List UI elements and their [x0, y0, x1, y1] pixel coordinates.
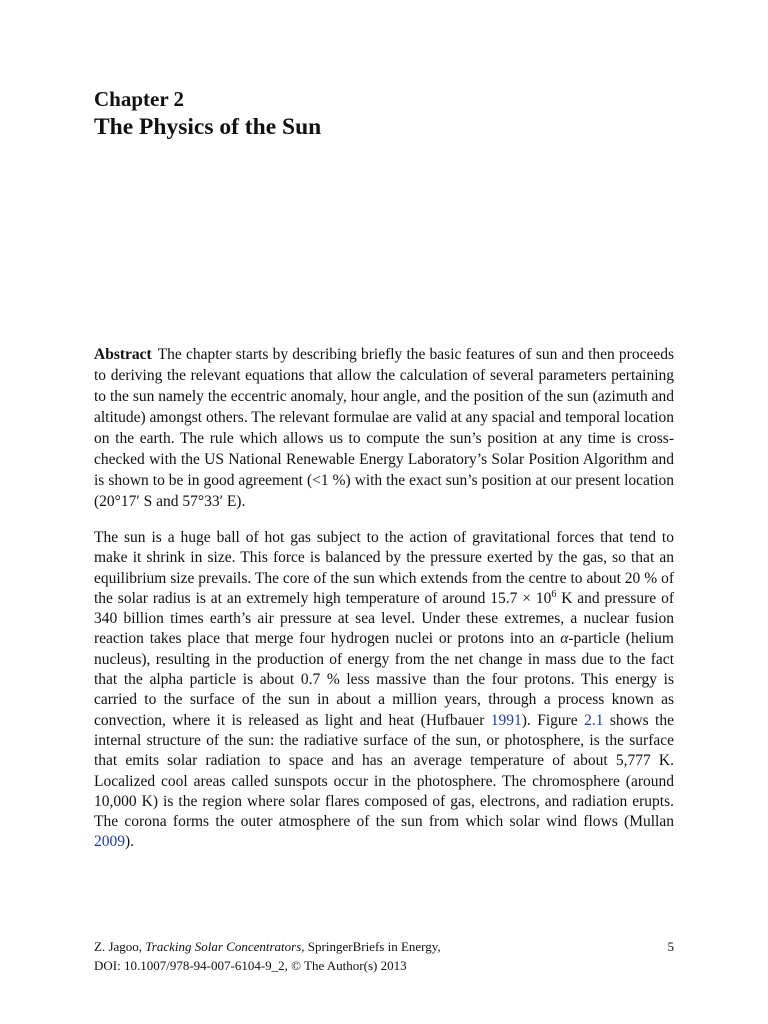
- body-text-4: ). Figure: [521, 711, 585, 729]
- citation-link-hufbauer[interactable]: 1991: [490, 711, 522, 729]
- exponent: 6: [551, 588, 557, 600]
- alpha-symbol: α: [560, 630, 569, 648]
- chapter-header: [94, 86, 674, 142]
- body-text-1: The sun is a huge ball of hot gas subject to the action of gravitational forces that tend to make it shrink in size. This force is balanced by the pressure exerted by the gas, so that an equilibrium size prevails. The core of the sun which extends from the centre to about 20 % of the solar radius is at an extremely high temperature of around 15.7 × 10: [94, 529, 674, 607]
- chapter-title: The Physics of the Sun: [94, 114, 322, 140]
- chapter-label: Chapter 2: [94, 87, 185, 111]
- footer-author: Z. Jagoo,: [94, 939, 146, 954]
- body-text-5: shows the internal structure of the sun: the radiative surface of the sun, or photosphere, is the surface that emits solar radiation to space and has an average temperature of about 5,777 K. Localized cool areas called sunspots occur in the photosphere. The chromosphere (around 10,000 K) is the region where solar flares composed of gas, electrons, and radiation erupts. The corona forms the outer atmosphere of the sun from which solar wind flows (Mullan: [94, 711, 674, 831]
- body-text-6: ).: [125, 833, 135, 851]
- abstract-text: The chapter starts by describing briefly the basic features of sun and then proceeds to deriving the relevant equations that allow the calculation of several parameters pertaining to the sun namely the eccentric anomaly, hour angle, and the position of the sun (azimuth and altitude) amongst others. The relevant formulae are valid at any spacial and temporal location on the earth. The rule which allows us to compute the sun’s position at any time is cross-checked with the US National Renewable Energy Laboratory’s Solar Position Algorithm and is shown to be in good agreement (<1 %) with the exact sun’s position at our present location (20°17′ S and 57°33′ E).: [94, 346, 674, 510]
- body-text-3: -particle (helium nucleus), resulting in the production of energy from the net change in mass due to the fact that the alpha particle is about 0.7 % less massive than the four protons. This energy is carried to the surface of the sun in about a million years, through a process known as convection, where it is released as light and heat (Hufbauer: [94, 630, 674, 729]
- footer-book-title: Tracking Solar Concentrators: [145, 939, 302, 954]
- footer-series: , SpringerBriefs in Energy,: [301, 939, 441, 954]
- body-text-2: K and pressure of 340 billion times earth’s air pressure at sea level. Under these extremes, a nuclear fusion reaction takes place that merge four hydrogen nuclei or protons into an: [94, 589, 674, 648]
- citation-link-mullan[interactable]: 2009: [94, 833, 125, 851]
- footer-citation: [94, 937, 441, 956]
- body-paragraph: [94, 528, 674, 853]
- abstract: [94, 344, 674, 512]
- footer-doi: DOI: 10.1007/978-94-007-6104-9_2, © The Author(s) 2013: [94, 958, 407, 973]
- page-footer: [94, 937, 674, 975]
- abstract-heading: Abstract: [94, 346, 152, 363]
- figure-reference-link[interactable]: 2.1: [584, 711, 604, 729]
- page-number: 5: [667, 939, 674, 954]
